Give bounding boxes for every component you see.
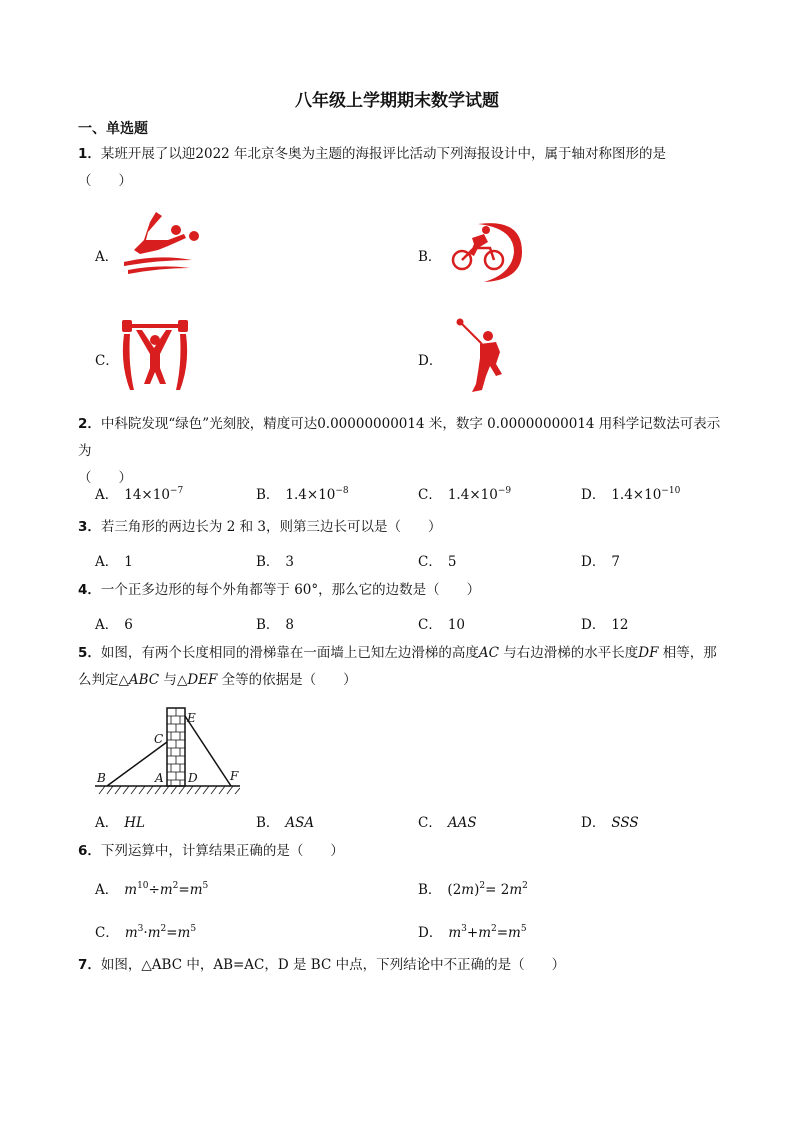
expr-exp: 2 bbox=[479, 881, 486, 891]
question-number: 4． bbox=[78, 582, 101, 598]
question-text: 如图，△ABC 中，AB=AC，D 是 BC 中点，下列结论中不正确的是（ ） bbox=[100, 957, 566, 973]
question-number: 6． bbox=[78, 843, 101, 859]
cyclist-icon bbox=[448, 218, 528, 286]
expr-var: m bbox=[124, 925, 138, 941]
option-label: C． bbox=[418, 487, 442, 503]
expr-var: m bbox=[147, 925, 161, 941]
section-heading: 一、单选题 bbox=[78, 121, 148, 137]
expr-exp: 5 bbox=[520, 924, 527, 934]
option-label: D． bbox=[581, 815, 606, 831]
option-exponent: −7 bbox=[169, 486, 184, 496]
expr-var: m bbox=[461, 882, 475, 898]
option-label: A． bbox=[95, 487, 119, 503]
expr-op: = bbox=[166, 925, 178, 941]
question-number: 1． bbox=[78, 146, 101, 162]
question-text: 如图，有两个长度相同的滑梯靠在一面墙上已知左边滑梯的高度 bbox=[100, 645, 479, 661]
option-a[interactable] bbox=[95, 613, 133, 633]
question-4 bbox=[78, 577, 728, 604]
expr-var: m bbox=[448, 925, 462, 941]
question-text: 某班开展了以迎2022 年北京冬奥为主题的海报评比活动下列海报设计中，属于轴对称图形的是 bbox=[100, 146, 667, 162]
point-label-b: B bbox=[97, 771, 106, 785]
question-text: 相等，那么判定 bbox=[78, 645, 717, 688]
expr-op: · bbox=[143, 925, 148, 941]
option-label: A． bbox=[95, 882, 119, 898]
option-label: B． bbox=[418, 882, 442, 898]
question-6 bbox=[78, 838, 728, 865]
option-value: 6 bbox=[124, 617, 133, 633]
question-number: 3． bbox=[78, 519, 101, 535]
option-label: A． bbox=[95, 249, 119, 265]
triangle-def: △DEF bbox=[176, 672, 218, 688]
expr-exp: 5 bbox=[190, 924, 197, 934]
option-c[interactable] bbox=[418, 483, 511, 503]
option-d[interactable] bbox=[581, 811, 639, 831]
answer-paren: （ ） bbox=[78, 173, 132, 189]
question-3 bbox=[78, 514, 728, 541]
question-text: 与 bbox=[159, 672, 177, 688]
option-b[interactable] bbox=[418, 245, 447, 265]
expr-op: = bbox=[178, 882, 190, 898]
expr-op: + bbox=[466, 925, 479, 941]
option-label: A． bbox=[95, 554, 119, 570]
expr-op: ÷ bbox=[148, 882, 160, 898]
golfer-icon bbox=[452, 318, 516, 398]
question-text: 下列运算中，计算结果正确的是（ ） bbox=[100, 843, 344, 859]
option-label: D． bbox=[581, 617, 606, 633]
expr-op: = 2 bbox=[485, 882, 510, 898]
option-b[interactable] bbox=[256, 483, 349, 503]
expr-exp: 2 bbox=[160, 924, 167, 934]
option-d[interactable] bbox=[581, 613, 629, 633]
option-b[interactable] bbox=[256, 550, 294, 570]
expr-exp: 10 bbox=[137, 881, 149, 891]
question-text: 一个正多边形的每个外角都等于 60°，那么它的边数是（ ） bbox=[100, 582, 481, 598]
option-label: B． bbox=[256, 617, 280, 633]
expr-exp: 3 bbox=[461, 924, 467, 934]
expr-exp: 5 bbox=[202, 881, 209, 891]
option-d[interactable] bbox=[581, 483, 680, 503]
answer-paren: （ ） bbox=[78, 470, 132, 486]
question-text: 中科院发现“绿色”光刻胶，精度可达0.00000000014 米，数字 0.00000000014 用科学记数法可表示为 bbox=[78, 416, 721, 459]
option-value: 3 bbox=[285, 554, 295, 570]
point-label-c: C bbox=[154, 732, 164, 746]
slide-wall-figure bbox=[95, 702, 240, 798]
expr-exp: 2 bbox=[491, 924, 497, 934]
option-value: 1.4×10 bbox=[447, 487, 498, 503]
option-c[interactable] bbox=[418, 550, 456, 570]
option-value: HL bbox=[124, 815, 145, 831]
expr-var: m bbox=[478, 925, 491, 941]
question-number: 2． bbox=[78, 416, 101, 432]
option-a[interactable] bbox=[95, 483, 183, 503]
option-label: B． bbox=[256, 487, 280, 503]
option-a[interactable] bbox=[95, 550, 133, 570]
point-label-f: F bbox=[230, 769, 239, 783]
segment-df: DF bbox=[638, 645, 659, 661]
option-value: 5 bbox=[447, 554, 457, 570]
question-5 bbox=[78, 640, 728, 694]
point-label-e: E bbox=[187, 711, 196, 725]
option-label: C． bbox=[418, 554, 442, 570]
option-label: D． bbox=[418, 925, 443, 941]
option-value: 14×10 bbox=[124, 487, 170, 503]
question-7 bbox=[78, 952, 728, 979]
volleyball-player-icon bbox=[118, 210, 202, 280]
question-text: 与右边滑梯的水平长度 bbox=[499, 645, 639, 661]
segment-ac: AC bbox=[478, 645, 499, 661]
option-label: A． bbox=[95, 815, 119, 831]
option-c[interactable] bbox=[418, 613, 465, 633]
expr-paren: (2 bbox=[447, 882, 462, 898]
page-title: 八年级上学期期末数学试题 bbox=[295, 91, 499, 111]
option-label: A． bbox=[95, 617, 119, 633]
point-label-d: D bbox=[188, 771, 198, 785]
option-label: C． bbox=[418, 617, 442, 633]
expr-var: m bbox=[124, 882, 138, 898]
point-label-a: A bbox=[155, 771, 164, 785]
option-value: ASA bbox=[285, 815, 315, 831]
option-value: 1 bbox=[124, 554, 133, 570]
option-value: 1.4×10 bbox=[285, 487, 336, 503]
option-label: C． bbox=[418, 815, 442, 831]
option-value: SSS bbox=[611, 815, 639, 831]
option-d[interactable] bbox=[418, 349, 448, 369]
option-d[interactable] bbox=[581, 550, 620, 570]
option-c[interactable] bbox=[95, 921, 196, 941]
expr-paren: ) bbox=[474, 882, 480, 898]
expr-var: m bbox=[177, 925, 191, 941]
option-b[interactable] bbox=[256, 811, 314, 831]
option-value: 12 bbox=[611, 617, 629, 633]
option-label: D． bbox=[581, 554, 606, 570]
triangle-abc: △ABC bbox=[118, 672, 160, 688]
option-a[interactable] bbox=[95, 811, 145, 831]
option-label: C． bbox=[95, 925, 119, 941]
option-label: B． bbox=[256, 815, 280, 831]
question-text: 若三角形的两边长为 2 和 3，则第三边长可以是（ ） bbox=[100, 519, 442, 535]
option-value: 7 bbox=[611, 554, 620, 570]
expr-var: m bbox=[508, 925, 521, 941]
option-b[interactable] bbox=[256, 613, 294, 633]
question-number: 5． bbox=[78, 645, 101, 661]
question-text: 全等的依据是（ ） bbox=[217, 672, 357, 688]
question-number: 7． bbox=[78, 957, 101, 973]
expr-op: = bbox=[496, 925, 509, 941]
option-label: C． bbox=[95, 353, 119, 369]
option-value: 1.4×10 bbox=[611, 487, 662, 503]
expr-exp: 2 bbox=[522, 881, 528, 891]
option-value: AAS bbox=[447, 815, 477, 831]
expr-exp: 3 bbox=[137, 924, 144, 934]
expr-var: m bbox=[189, 882, 203, 898]
option-label: B． bbox=[418, 249, 442, 265]
option-exponent: −8 bbox=[335, 486, 349, 496]
expr-exp: 2 bbox=[172, 881, 179, 891]
question-2 bbox=[78, 411, 728, 492]
option-b[interactable] bbox=[418, 878, 528, 898]
option-label: D． bbox=[418, 353, 443, 369]
option-value: 10 bbox=[447, 617, 466, 633]
weightlifter-icon bbox=[118, 318, 192, 392]
option-value: 8 bbox=[285, 617, 295, 633]
option-label: B． bbox=[256, 554, 280, 570]
expr-var: m bbox=[509, 882, 523, 898]
option-a[interactable] bbox=[95, 878, 208, 898]
option-d[interactable] bbox=[418, 921, 527, 941]
option-exponent: −9 bbox=[497, 486, 512, 496]
option-c[interactable] bbox=[418, 811, 477, 831]
expr-var: m bbox=[159, 882, 173, 898]
question-1 bbox=[78, 141, 728, 195]
option-exponent: −10 bbox=[661, 486, 681, 496]
option-label: D． bbox=[581, 487, 606, 503]
